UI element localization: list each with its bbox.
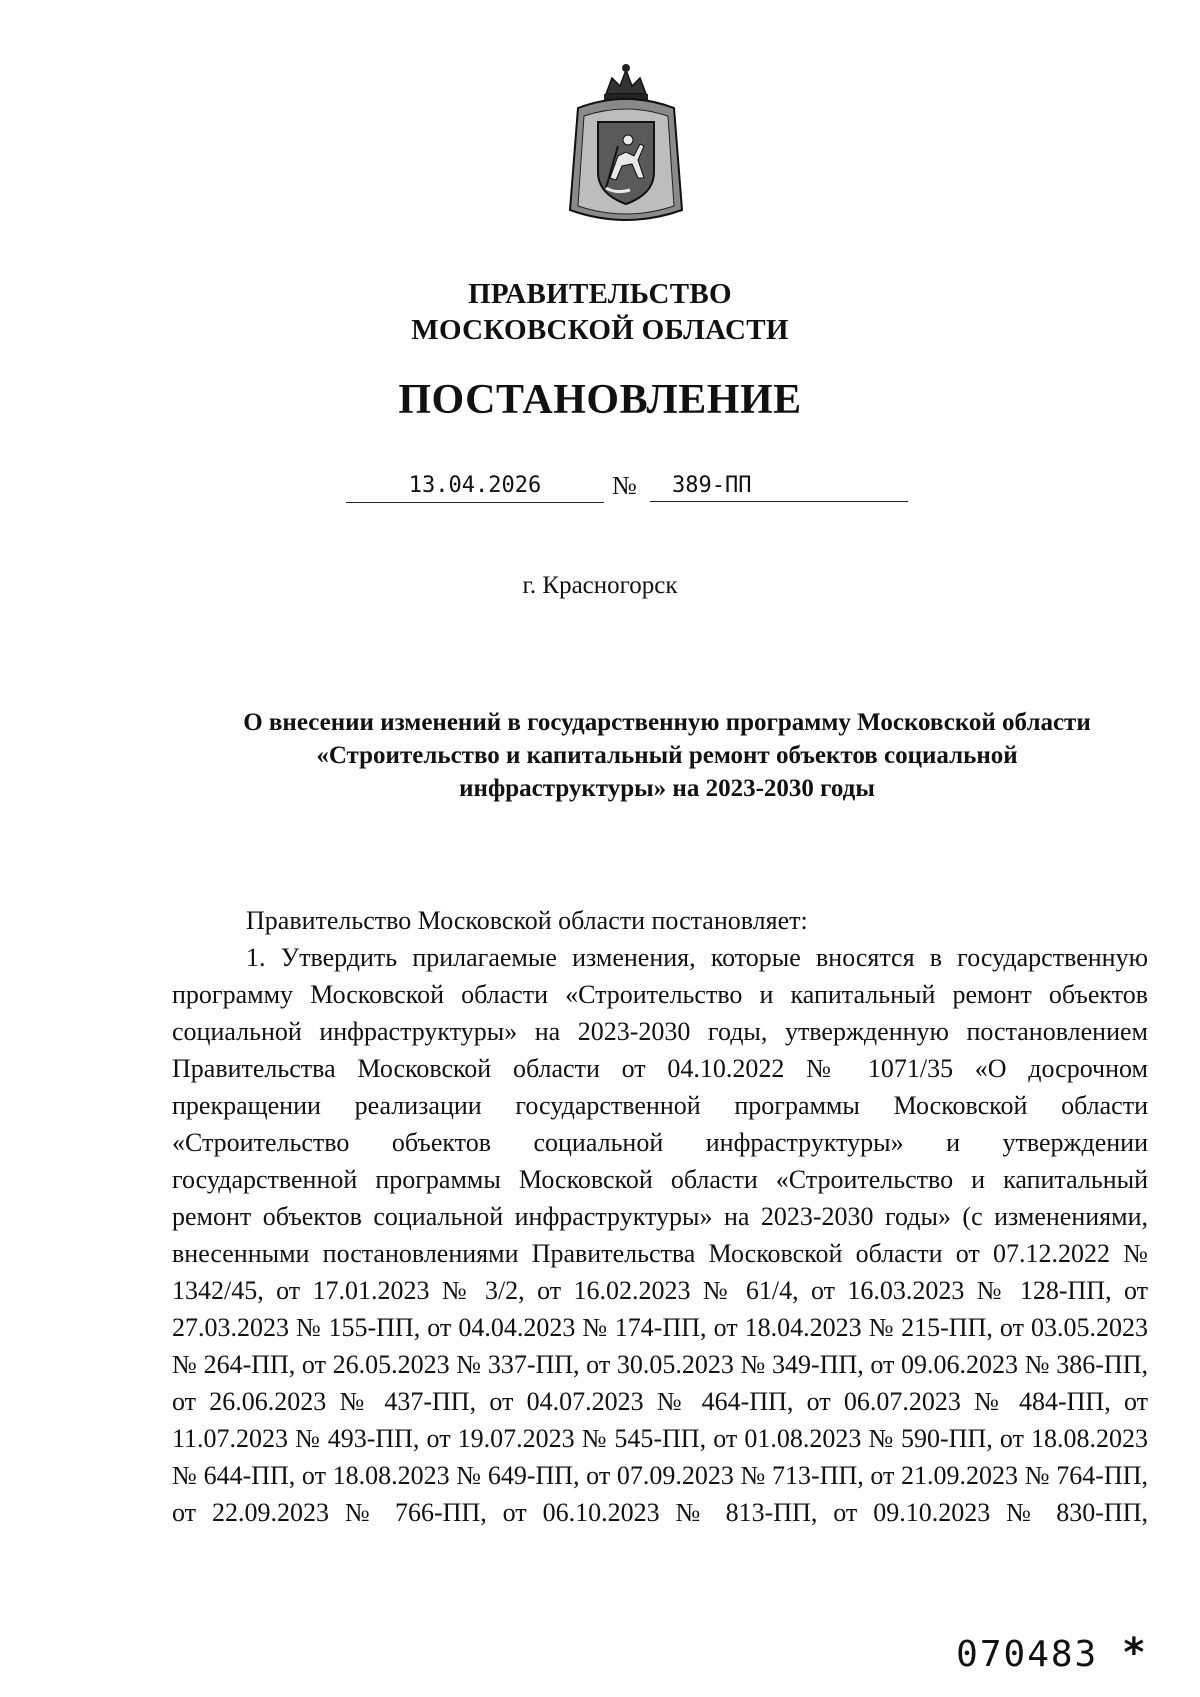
subject-line3: инфраструктуры» на 2023-2030 годы: [459, 775, 875, 802]
coat-of-arms-icon: [560, 60, 692, 228]
body-intro: Правительство Московской области постановляет:: [246, 906, 808, 935]
document-body: [172, 902, 1148, 1531]
government-line1: ПРАВИТЕЛЬСТВО: [468, 278, 732, 310]
number-sign: №: [612, 471, 637, 500]
government-name: [0, 276, 1200, 348]
body-item-1: 1. Утвердить прилагаемые изменения, которые вносятся в государственную программу Московской области «Строительство и капитальный ремонт объектов социальной инфраструктуры» на 2023-2030 годы, утвержденную постановлением Правительства Московской области от 04.10.2022 № 1071/35 «О досрочном прекращении реализации государственной программы Московской области «Строительство объектов социальной инфраструктуры» и утверждении государственной программы Московской области «Строительство и капитальный ремонт объектов социальной инфраструктуры» на 2023-2030 годы» (с изменениями, внесенными постановлениями Правительства Московской области от 07.12.2022 № 1342/45, от 17.01.2023 № 3/2, от 16.02.2023 № 61/4, от 16.03.2023 № 128-ПП, от 27.03.2023 № 155-ПП, от 04.04.2023 № 174-ПП, от 18.04.2023 № 215-ПП, от 03.05.2023 № 264-ПП, от 26.05.2023 № 337-ПП, от 30.05.2023 № 349-ПП, от 09.06.2023 № 386-ПП, от 26.06.2023 № 437-ПП, от 04.07.2023 № 464-ПП, от 06.07.2023 № 484-ПП, от 11.07.2023 № 493-ПП, от 19.07.2023 № 545-ПП, от 01.08.2023 № 590-ПП, от 18.08.2023 № 644-ПП, от 18.08.2023 № 649-ПП, от 07.09.2023 № 713-ПП, от 21.09.2023 № 764-ПП, от 22.09.2023 № 766-ПП, от 06.10.2023 № 813-ПП, от 09.10.2023 № 830-ПП,: [172, 943, 1148, 1527]
document-serial-code: [956, 1630, 1148, 1676]
document-type-title: ПОСТАНОВЛЕНИЕ: [398, 377, 802, 423]
subject-line2: «Строительство и капитальный ремонт объектов социальной: [316, 742, 1018, 769]
document-number: 389-ПП: [650, 470, 908, 502]
city-name: г. Красногорск: [522, 572, 678, 599]
serial-number: 070483: [956, 1634, 1099, 1675]
document-subject: [180, 706, 1154, 805]
subject-line1: О внесении изменений в государственную программу Московской области: [243, 709, 1091, 736]
asterisk-mark: *: [1121, 1630, 1148, 1676]
government-line2: МОСКОВСКОЙ ОБЛАСТИ: [411, 314, 789, 346]
document-date: 13.04.2026: [346, 470, 604, 503]
